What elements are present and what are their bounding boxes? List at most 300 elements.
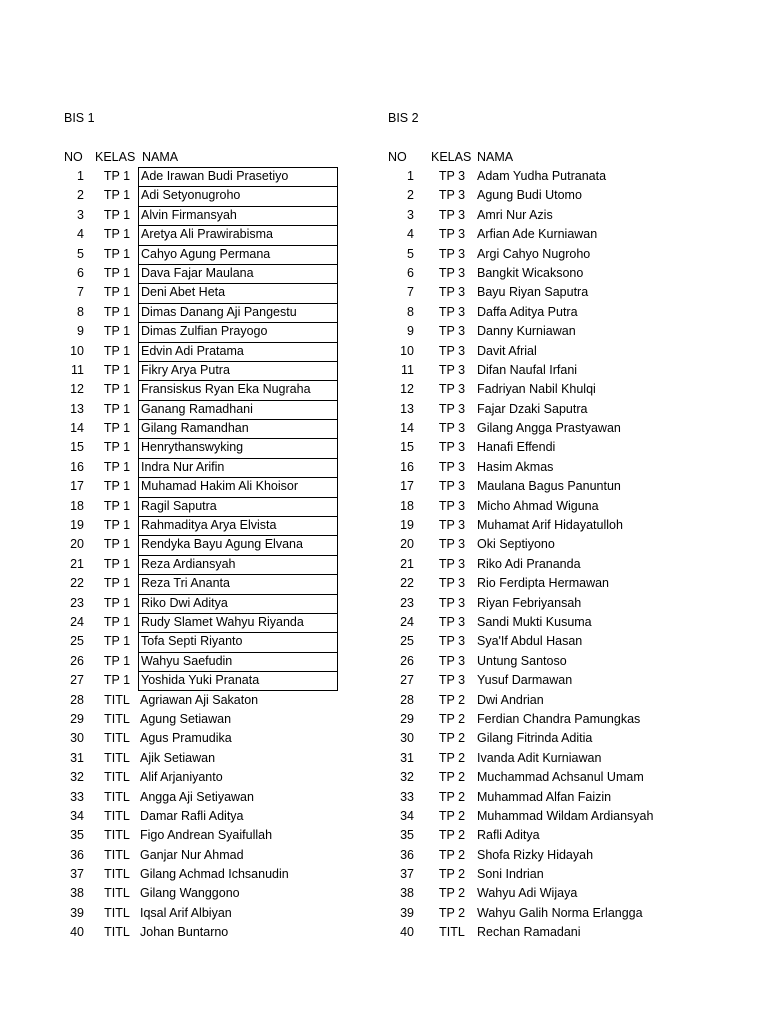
row-no: 33 xyxy=(70,789,84,804)
row-kelas: TP 1 xyxy=(103,537,131,552)
row-no: 20 xyxy=(70,537,84,552)
row-nama: Johan Buntarno xyxy=(140,925,229,940)
row-nama: Argi Cahyo Nugroho xyxy=(477,246,591,261)
row-no: 37 xyxy=(70,867,84,882)
row-nama: Hanafi Effendi xyxy=(477,440,556,455)
row-kelas: TP 3 xyxy=(438,246,466,261)
table-row xyxy=(386,574,609,593)
table-row xyxy=(62,419,249,438)
row-nama: Henrythanswyking xyxy=(138,438,338,457)
row-kelas: TP 1 xyxy=(103,362,131,377)
table-row xyxy=(386,322,576,341)
row-kelas: TP 3 xyxy=(438,304,466,319)
row-kelas: TP 3 xyxy=(438,634,466,649)
table-row xyxy=(386,167,607,186)
row-nama: Gilang Wanggono xyxy=(140,886,240,901)
table-row xyxy=(386,594,582,613)
row-no: 40 xyxy=(70,925,84,940)
table-row xyxy=(62,652,233,671)
table-row xyxy=(386,438,556,457)
row-no: 6 xyxy=(407,265,414,280)
row-kelas: TP 1 xyxy=(103,440,131,455)
row-no: 2 xyxy=(77,188,84,203)
row-no: 11 xyxy=(401,362,414,377)
row-nama: Ferdian Chandra Pamungkas xyxy=(477,711,641,726)
table-row xyxy=(386,458,554,477)
row-nama: Cahyo Agung Permana xyxy=(138,245,338,264)
table-row xyxy=(386,245,591,264)
row-nama: Agus Pramudika xyxy=(140,731,232,746)
row-kelas: TITL xyxy=(439,925,465,940)
row-kelas: TP 3 xyxy=(438,227,466,242)
row-nama: Bangkit Wicaksono xyxy=(477,265,584,280)
row-kelas: TP 1 xyxy=(103,595,131,610)
table-row xyxy=(62,303,297,322)
row-no: 28 xyxy=(400,692,414,707)
row-nama: Dava Fajar Maulana xyxy=(138,264,338,283)
row-no: 16 xyxy=(70,459,84,474)
row-no: 4 xyxy=(77,227,84,242)
row-nama: Ganang Ramadhani xyxy=(138,400,338,419)
row-kelas: TP 1 xyxy=(103,227,131,242)
row-nama: Alif Arjaniyanto xyxy=(140,770,223,785)
row-kelas: TITL xyxy=(104,925,130,940)
row-nama: Fajar Dzaki Saputra xyxy=(477,401,588,416)
row-nama: Fransiskus Ryan Eka Nugraha xyxy=(138,380,338,399)
row-nama: Amri Nur Azis xyxy=(477,207,553,222)
row-nama: Gilang Achmad Ichsanudin xyxy=(140,867,289,882)
row-nama: Adi Setyonugroho xyxy=(138,186,338,205)
row-no: 26 xyxy=(400,653,414,668)
row-kelas: TP 1 xyxy=(103,614,131,629)
table-row xyxy=(62,380,311,399)
row-no: 27 xyxy=(70,673,84,688)
row-nama: Ivanda Adit Kurniawan xyxy=(477,750,602,765)
row-nama: Muchammad Achsanul Umam xyxy=(477,770,644,785)
row-kelas: TP 3 xyxy=(438,673,466,688)
row-no: 29 xyxy=(70,711,84,726)
row-no: 30 xyxy=(70,731,84,746)
row-no: 17 xyxy=(400,479,414,494)
bus-2-section xyxy=(386,109,654,943)
row-no: 40 xyxy=(400,925,414,940)
row-nama: Wahyu Adi Wijaya xyxy=(477,886,578,901)
row-nama: Daffa Aditya Putra xyxy=(477,304,578,319)
row-no: 32 xyxy=(400,770,414,785)
row-kelas: TP 3 xyxy=(438,421,466,436)
table-row xyxy=(62,206,237,225)
row-kelas: TP 1 xyxy=(103,653,131,668)
row-no: 14 xyxy=(70,421,84,436)
table-row xyxy=(62,884,240,903)
table-row xyxy=(62,322,268,341)
row-kelas: TP 2 xyxy=(438,828,466,843)
row-nama: Hasim Akmas xyxy=(477,459,554,474)
row-kelas: TP 1 xyxy=(103,556,131,571)
row-no: 28 xyxy=(70,692,84,707)
row-nama: Wahyu Saefudin xyxy=(138,652,338,671)
row-nama: Tofa Septi Riyanto xyxy=(138,632,338,651)
table-row xyxy=(62,497,217,516)
table-row xyxy=(386,555,581,574)
row-nama: Deni Abet Heta xyxy=(138,283,338,302)
row-no: 18 xyxy=(70,498,84,513)
row-no: 36 xyxy=(70,847,84,862)
table-row xyxy=(62,555,236,574)
row-no: 23 xyxy=(400,595,414,610)
table-row xyxy=(62,691,259,710)
row-no: 10 xyxy=(400,343,414,358)
row-kelas: TP 2 xyxy=(438,905,466,920)
row-kelas: TP 1 xyxy=(103,285,131,300)
row-no: 37 xyxy=(400,867,414,882)
row-nama: Difan Naufal Irfani xyxy=(477,362,578,377)
bus-2-table-header xyxy=(386,148,514,167)
bus-2-table-body xyxy=(386,167,654,943)
row-kelas: TP 2 xyxy=(438,750,466,765)
table-row xyxy=(62,477,299,496)
table-row xyxy=(62,167,289,186)
row-nama: Oki Septiyono xyxy=(477,537,555,552)
row-no: 30 xyxy=(400,731,414,746)
row-kelas: TP 3 xyxy=(438,169,466,183)
header-kelas: KELAS xyxy=(95,150,136,164)
table-row xyxy=(62,594,228,613)
table-row xyxy=(62,923,229,942)
header-no: NO xyxy=(64,150,83,164)
table-row xyxy=(386,691,544,710)
table-row xyxy=(386,303,578,322)
row-nama: Muhammad Wildam Ardiansyah xyxy=(477,808,654,823)
row-kelas: TP 3 xyxy=(438,285,466,300)
row-nama: Davit Afrial xyxy=(477,343,537,358)
row-nama: Agung Budi Utomo xyxy=(477,188,582,203)
row-nama: Damar Rafli Aditya xyxy=(140,808,244,823)
table-row xyxy=(386,865,544,884)
row-no: 1 xyxy=(407,169,414,183)
row-kelas: TP 1 xyxy=(103,518,131,533)
table-row xyxy=(386,652,567,671)
row-nama: Arfian Ade Kurniawan xyxy=(477,227,598,242)
row-nama: Dimas Zulfian Prayogo xyxy=(138,322,338,341)
row-no: 24 xyxy=(400,614,414,629)
row-no: 39 xyxy=(70,905,84,920)
table-row xyxy=(386,884,578,903)
row-no: 14 xyxy=(400,421,414,436)
row-no: 6 xyxy=(77,265,84,280)
row-kelas: TITL xyxy=(104,770,130,785)
row-nama: Soni Indrian xyxy=(477,867,544,882)
table-row xyxy=(62,516,277,535)
header-no: NO xyxy=(388,150,407,164)
row-kelas: TITL xyxy=(104,886,130,901)
row-kelas: TP 1 xyxy=(103,498,131,513)
row-nama: Rendyka Bayu Agung Elvana xyxy=(138,535,338,554)
table-row xyxy=(386,535,555,554)
row-no: 25 xyxy=(400,634,414,649)
row-kelas: TP 3 xyxy=(438,343,466,358)
table-row xyxy=(386,671,573,690)
row-nama: Ragil Saputra xyxy=(138,497,338,516)
row-no: 22 xyxy=(70,576,84,591)
row-nama: Rahmaditya Arya Elvista xyxy=(138,516,338,535)
row-kelas: TP 3 xyxy=(438,382,466,397)
row-kelas: TP 1 xyxy=(103,246,131,261)
row-kelas: TP 3 xyxy=(438,440,466,455)
row-no: 34 xyxy=(70,808,84,823)
row-kelas: TITL xyxy=(104,905,130,920)
table-row xyxy=(62,671,260,690)
bus-1-section xyxy=(62,109,311,943)
row-no: 11 xyxy=(71,362,84,377)
table-row xyxy=(386,749,602,768)
row-kelas: TP 3 xyxy=(438,324,466,339)
row-no: 25 xyxy=(70,634,84,649)
table-row xyxy=(386,497,599,516)
row-no: 19 xyxy=(70,518,84,533)
row-kelas: TP 1 xyxy=(103,324,131,339)
row-kelas: TITL xyxy=(104,808,130,823)
row-no: 23 xyxy=(70,595,84,610)
row-no: 39 xyxy=(400,905,414,920)
table-row xyxy=(386,923,581,942)
row-no: 32 xyxy=(70,770,84,785)
row-no: 18 xyxy=(400,498,414,513)
row-kelas: TP 2 xyxy=(438,847,466,862)
row-kelas: TP 2 xyxy=(438,886,466,901)
row-nama: Micho Ahmad Wiguna xyxy=(477,498,599,513)
row-kelas: TP 2 xyxy=(438,692,466,707)
header-nama: NAMA xyxy=(477,150,514,164)
row-nama: Rudy Slamet Wahyu Riyanda xyxy=(138,613,338,632)
table-row xyxy=(62,342,244,361)
row-kelas: TP 1 xyxy=(103,265,131,280)
bus-1-table-body xyxy=(62,167,311,943)
row-kelas: TITL xyxy=(104,731,130,746)
row-no: 9 xyxy=(407,324,414,339)
row-no: 7 xyxy=(77,285,84,300)
row-kelas: TP 3 xyxy=(438,401,466,416)
row-kelas: TP 3 xyxy=(438,362,466,377)
row-nama: Agriawan Aji Sakaton xyxy=(140,692,259,707)
row-no: 2 xyxy=(407,188,414,203)
table-row xyxy=(62,865,289,884)
table-row xyxy=(62,245,271,264)
row-no: 38 xyxy=(70,886,84,901)
table-row xyxy=(62,768,223,787)
row-nama: Fikry Arya Putra xyxy=(138,361,338,380)
table-row xyxy=(386,342,537,361)
table-row xyxy=(62,400,253,419)
row-no: 7 xyxy=(407,285,414,300)
row-nama: Dimas Danang Aji Pangestu xyxy=(138,303,338,322)
row-no: 19 xyxy=(400,518,414,533)
header-kelas: KELAS xyxy=(431,150,472,164)
table-row xyxy=(386,729,593,748)
row-nama: Bayu Riyan Saputra xyxy=(477,285,589,300)
bus-2-title: BIS 2 xyxy=(388,111,419,125)
row-no: 15 xyxy=(70,440,84,455)
row-nama: Muhamat Arif Hidayatulloh xyxy=(477,518,623,533)
row-kelas: TP 2 xyxy=(438,731,466,746)
table-row xyxy=(386,846,594,865)
row-nama: Untung Santoso xyxy=(477,653,567,668)
row-kelas: TITL xyxy=(104,789,130,804)
row-nama: Muhamad Hakim Ali Khoisor xyxy=(138,477,338,496)
table-row xyxy=(386,264,584,283)
row-nama: Fadriyan Nabil Khulqi xyxy=(477,382,596,397)
row-no: 15 xyxy=(400,440,414,455)
row-nama: Edvin Adi Pratama xyxy=(138,342,338,361)
row-nama: Sandi Mukti Kusuma xyxy=(477,614,592,629)
row-nama: Gilang Angga Prastyawan xyxy=(477,421,621,436)
table-row xyxy=(62,788,254,807)
row-kelas: TP 1 xyxy=(103,421,131,436)
row-no: 3 xyxy=(77,207,84,222)
row-nama: Yoshida Yuki Pranata xyxy=(138,671,338,690)
row-no: 5 xyxy=(407,246,414,261)
row-no: 16 xyxy=(400,459,414,474)
table-row xyxy=(62,729,232,748)
row-nama: Reza Ardiansyah xyxy=(138,555,338,574)
row-nama: Adam Yudha Putranata xyxy=(477,169,607,183)
row-nama: Gilang Ramandhan xyxy=(138,419,338,438)
row-nama: Aretya Ali Prawirabisma xyxy=(138,225,338,244)
row-nama: Ajik Setiawan xyxy=(140,750,216,765)
row-kelas: TITL xyxy=(104,750,130,765)
row-kelas: TP 3 xyxy=(438,537,466,552)
row-nama: Dwi Andrian xyxy=(477,692,544,707)
row-no: 21 xyxy=(400,556,414,571)
row-no: 8 xyxy=(77,304,84,319)
row-kelas: TP 3 xyxy=(438,556,466,571)
row-no: 21 xyxy=(70,556,84,571)
table-row xyxy=(386,632,583,651)
table-row xyxy=(62,632,243,651)
row-no: 1 xyxy=(77,169,84,183)
table-row xyxy=(62,826,273,845)
row-kelas: TP 3 xyxy=(438,459,466,474)
row-kelas: TP 1 xyxy=(103,673,131,688)
row-nama: Riyan Febriyansah xyxy=(477,595,582,610)
row-nama: Riko Dwi Aditya xyxy=(138,594,338,613)
row-kelas: TP 1 xyxy=(103,207,131,222)
table-row xyxy=(62,749,216,768)
row-kelas: TP 3 xyxy=(438,595,466,610)
row-no: 31 xyxy=(70,750,84,765)
table-row xyxy=(386,826,540,845)
row-no: 4 xyxy=(407,227,414,242)
row-kelas: TP 1 xyxy=(103,479,131,494)
row-kelas: TP 1 xyxy=(103,401,131,416)
row-no: 26 xyxy=(70,653,84,668)
row-no: 8 xyxy=(407,304,414,319)
row-no: 13 xyxy=(400,401,414,416)
row-kelas: TP 1 xyxy=(103,343,131,358)
row-kelas: TP 3 xyxy=(438,653,466,668)
row-nama: Indra Nur Arifin xyxy=(138,458,338,477)
row-kelas: TP 3 xyxy=(438,614,466,629)
table-row xyxy=(62,264,254,283)
row-nama: Riko Adi Prananda xyxy=(477,556,581,571)
row-kelas: TP 2 xyxy=(438,711,466,726)
row-kelas: TP 1 xyxy=(103,576,131,591)
row-nama: Agung Setiawan xyxy=(140,711,232,726)
table-row xyxy=(62,283,226,302)
row-no: 34 xyxy=(400,808,414,823)
row-no: 36 xyxy=(400,847,414,862)
table-row xyxy=(62,186,241,205)
table-row xyxy=(62,225,273,244)
table-row xyxy=(62,807,244,826)
row-nama: Wahyu Galih Norma Erlangga xyxy=(477,905,643,920)
row-nama: Maulana Bagus Panuntun xyxy=(477,479,621,494)
row-no: 13 xyxy=(70,401,84,416)
row-nama: Ade Irawan Budi Prasetiyo xyxy=(138,167,338,186)
row-kelas: TP 1 xyxy=(103,169,131,183)
bus-1-title: BIS 1 xyxy=(64,111,95,125)
row-kelas: TP 3 xyxy=(438,188,466,203)
bus-1-table-header xyxy=(62,148,179,167)
row-kelas: TITL xyxy=(104,828,130,843)
row-kelas: TP 2 xyxy=(438,867,466,882)
row-nama: Gilang Fitrinda Aditia xyxy=(477,731,593,746)
table-row xyxy=(62,904,232,923)
header-nama: NAMA xyxy=(142,150,179,164)
row-nama: Angga Aji Setiyawan xyxy=(140,789,254,804)
table-row xyxy=(386,768,644,787)
row-kelas: TP 3 xyxy=(438,265,466,280)
table-row xyxy=(62,574,230,593)
row-nama: Iqsal Arif Albiyan xyxy=(140,905,232,920)
table-row xyxy=(386,904,643,923)
table-row xyxy=(62,710,232,729)
row-kelas: TP 1 xyxy=(103,382,131,397)
row-no: 38 xyxy=(400,886,414,901)
table-row xyxy=(62,613,304,632)
row-no: 20 xyxy=(400,537,414,552)
row-no: 35 xyxy=(70,828,84,843)
row-no: 10 xyxy=(70,343,84,358)
table-row xyxy=(386,516,623,535)
row-no: 29 xyxy=(400,711,414,726)
row-nama: Yusuf Darmawan xyxy=(477,673,573,688)
row-kelas: TP 2 xyxy=(438,789,466,804)
row-nama: Figo Andrean Syaifullah xyxy=(140,828,273,843)
row-kelas: TP 1 xyxy=(103,634,131,649)
row-kelas: TP 3 xyxy=(438,207,466,222)
row-no: 33 xyxy=(400,789,414,804)
table-row xyxy=(386,380,596,399)
row-kelas: TITL xyxy=(104,692,130,707)
row-no: 27 xyxy=(400,673,414,688)
row-no: 35 xyxy=(400,828,414,843)
row-nama: Sya'If Abdul Hasan xyxy=(477,634,583,649)
row-nama: Shofa Rizky Hidayah xyxy=(477,847,594,862)
table-row xyxy=(62,535,303,554)
table-row xyxy=(386,400,588,419)
row-nama: Muhammad Alfan Faizin xyxy=(477,789,612,804)
table-row xyxy=(386,477,621,496)
row-no: 9 xyxy=(77,324,84,339)
row-nama: Rafli Aditya xyxy=(477,828,540,843)
table-row xyxy=(62,438,244,457)
row-kelas: TP 1 xyxy=(103,188,131,203)
table-row xyxy=(386,613,592,632)
table-row xyxy=(62,458,225,477)
table-row xyxy=(386,361,578,380)
table-row xyxy=(62,361,230,380)
